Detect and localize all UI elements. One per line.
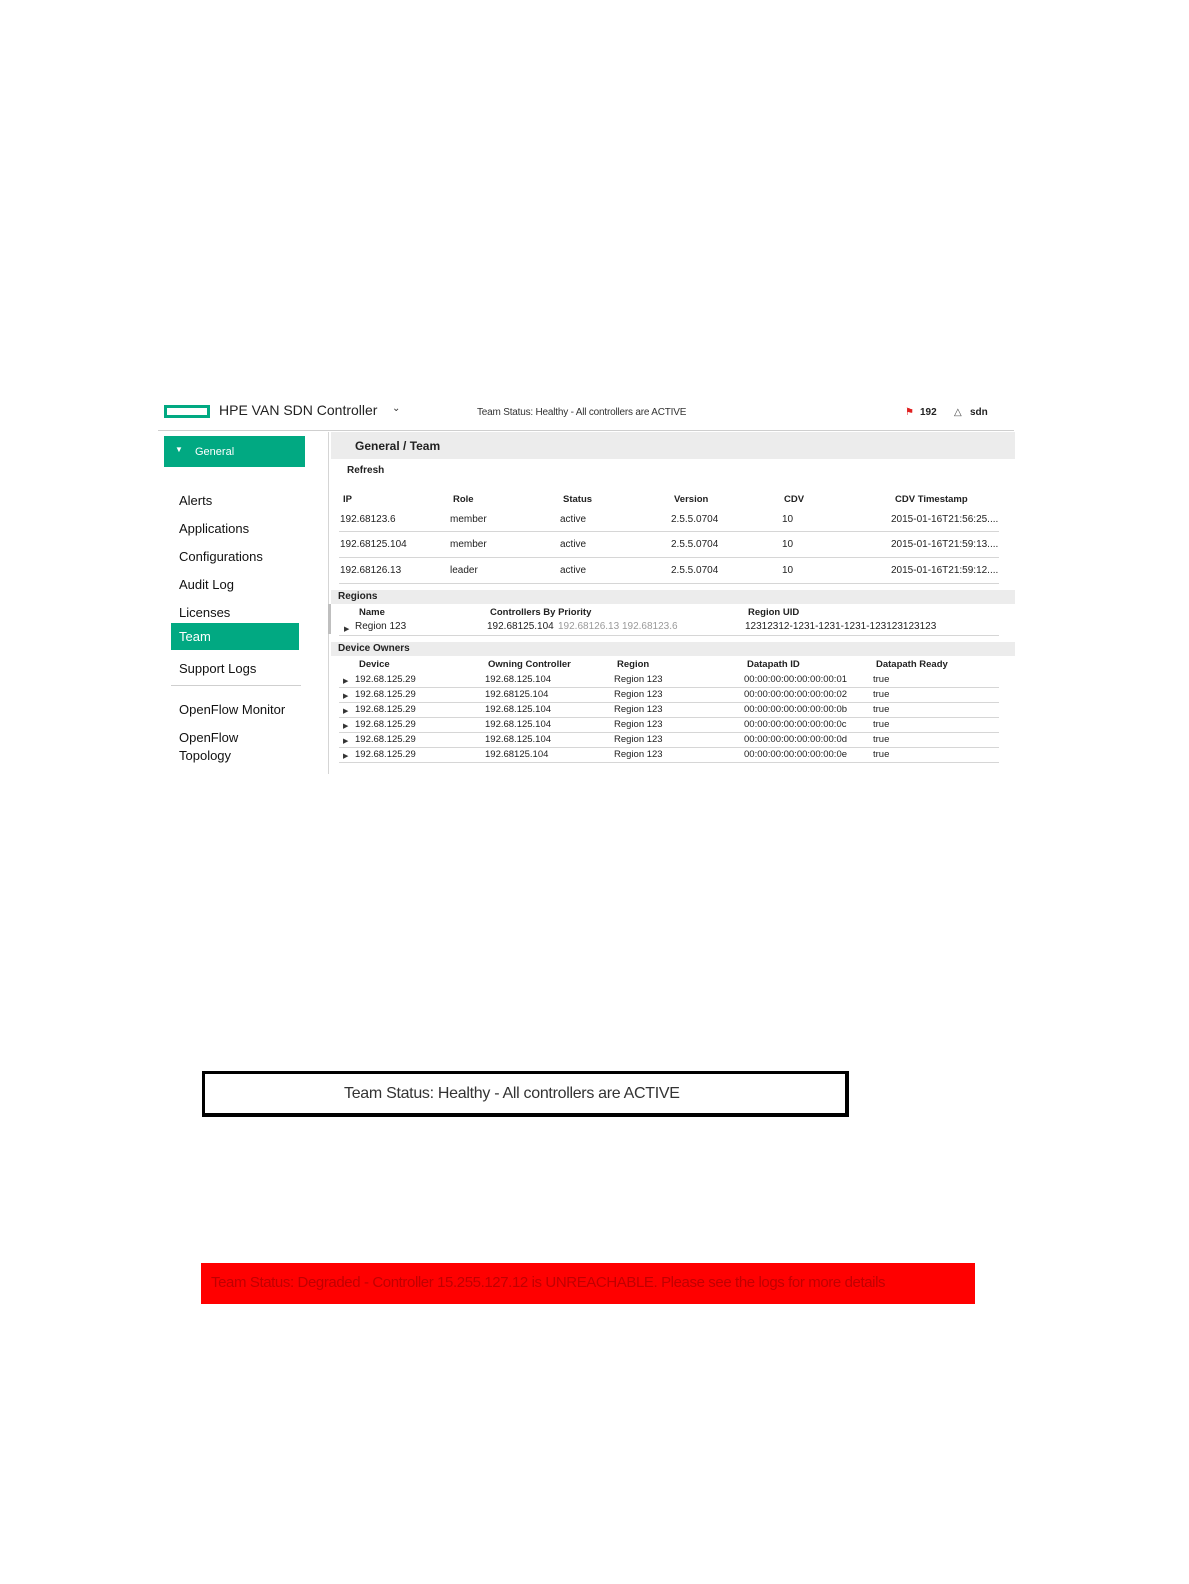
- table-cell: true: [873, 734, 890, 745]
- table-cell: 192.68.125.29: [355, 749, 416, 760]
- row-divider: [339, 531, 999, 532]
- table-cell: Region 123: [614, 704, 663, 715]
- nav-group-general[interactable]: [164, 436, 305, 467]
- column-header[interactable]: Device: [359, 659, 390, 670]
- sidebar-item-alerts[interactable]: Alerts: [179, 493, 213, 508]
- section-title: Regions: [338, 591, 378, 602]
- table-cell: 192.68.125.104: [485, 719, 552, 730]
- sidebar-divider: [171, 685, 301, 686]
- table-cell: 2015-01-16T21:59:13....: [891, 539, 999, 550]
- table-cell: 192.68.125.29: [355, 674, 416, 685]
- table-cell: 00:00:00:00:00:00:00:0b: [744, 704, 848, 715]
- team-status-healthy-banner: [202, 1071, 849, 1117]
- banner-text: Team Status: Degraded - Controller 15.255.127.12 is UNREACHABLE. Please see the logs for more details: [211, 1274, 886, 1291]
- table-cell: 10: [782, 565, 794, 576]
- section-title: Device Owners: [338, 643, 410, 654]
- table-cell: true: [873, 749, 890, 760]
- expand-row-icon[interactable]: ▶: [343, 693, 349, 700]
- expand-row-icon[interactable]: ▶: [343, 753, 349, 760]
- sidebar-item-audit-log[interactable]: Audit Log: [179, 577, 234, 592]
- region-name: Region 123: [355, 621, 407, 632]
- table-cell: 192.68126.13: [340, 565, 402, 576]
- chevron-down-icon: ▼: [175, 445, 183, 454]
- table-cell: 192.68125.104: [340, 539, 407, 550]
- column-header[interactable]: Role: [453, 494, 474, 505]
- table-cell: 2015-01-16T21:56:25....: [891, 514, 999, 525]
- sidebar-item-configurations[interactable]: Configurations: [179, 549, 263, 564]
- column-header[interactable]: Controllers By Priority: [490, 607, 592, 618]
- row-divider: [339, 732, 999, 733]
- sidebar-item-applications[interactable]: Applications: [179, 521, 250, 536]
- table-cell: Region 123: [614, 689, 663, 700]
- sidebar-item-label: Topology: [179, 748, 232, 763]
- table-cell: 00:00:00:00:00:00:00:02: [744, 689, 848, 700]
- table-cell: 00:00:00:00:00:00:00:01: [744, 674, 848, 685]
- row-divider: [339, 762, 999, 763]
- row-divider: [339, 557, 999, 558]
- column-header[interactable]: Owning Controller: [488, 659, 571, 670]
- banner-text: Team Status: Healthy - All controllers are ACTIVE: [344, 1085, 680, 1102]
- team-status-degraded-banner: [201, 1263, 975, 1304]
- row-divider: [339, 747, 999, 748]
- row-divider: [339, 702, 999, 703]
- table-cell: 2015-01-16T21:59:12....: [891, 565, 999, 576]
- column-header[interactable]: Region UID: [748, 607, 800, 618]
- region-uid: 12312312-1231-1231-1231-123123123123: [745, 621, 937, 632]
- column-header[interactable]: CDV Timestamp: [895, 494, 968, 505]
- table-cell: member: [450, 514, 487, 525]
- column-header[interactable]: CDV: [784, 494, 805, 505]
- table-cell: true: [873, 689, 890, 700]
- row-divider: [339, 717, 999, 718]
- row-divider: [339, 583, 999, 584]
- table-cell: Region 123: [614, 674, 663, 685]
- table-cell: 2.5.5.0704: [671, 514, 719, 525]
- column-header[interactable]: Name: [359, 607, 385, 618]
- sidebar-item-team[interactable]: Team: [171, 623, 299, 650]
- alert-count[interactable]: 192: [920, 407, 937, 418]
- table-cell: leader: [450, 565, 478, 576]
- sdn-controller-window: [158, 398, 1014, 774]
- table-cell: 00:00:00:00:00:00:00:0c: [744, 719, 847, 730]
- expand-row-icon[interactable]: ▶: [343, 738, 349, 745]
- expand-row-icon[interactable]: ▶: [343, 723, 349, 730]
- table-cell: 00:00:00:00:00:00:00:0d: [744, 734, 848, 745]
- table-cell: 192.68125.104: [485, 689, 549, 700]
- scrollbar[interactable]: [328, 604, 331, 634]
- table-cell: 192.68.125.29: [355, 704, 416, 715]
- region-other-controllers: 192.68126.13 192.68123.6: [558, 621, 678, 632]
- table-cell: active: [560, 514, 587, 525]
- region-primary-controller: 192.68125.104: [487, 621, 554, 632]
- table-cell: true: [873, 719, 890, 730]
- chevron-down-icon[interactable]: ⌄: [392, 403, 401, 414]
- user-icon[interactable]: △: [954, 407, 962, 418]
- column-header[interactable]: Status: [563, 494, 593, 505]
- sidebar: [158, 432, 328, 774]
- sidebar-item-openflow-monitor[interactable]: OpenFlow Monitor: [179, 702, 286, 717]
- column-header[interactable]: Datapath Ready: [876, 659, 948, 670]
- table-cell: member: [450, 539, 487, 550]
- device-owners-section-header: [331, 642, 1015, 656]
- table-cell: Region 123: [614, 734, 663, 745]
- table-cell: 10: [782, 539, 794, 550]
- table-cell: active: [560, 539, 587, 550]
- breadcrumb: General / Team: [355, 439, 441, 453]
- column-header[interactable]: IP: [343, 494, 352, 505]
- table-cell: 10: [782, 514, 794, 525]
- table-cell: true: [873, 704, 890, 715]
- nav-group-label: General: [195, 446, 235, 458]
- main-content: [328, 432, 1014, 774]
- regions-section-header: [331, 590, 1015, 604]
- expand-row-icon[interactable]: ▶: [343, 708, 349, 715]
- flag-icon[interactable]: ⚑: [905, 407, 914, 418]
- refresh-button[interactable]: Refresh: [347, 465, 385, 476]
- column-header[interactable]: Version: [674, 494, 709, 505]
- sidebar-item-support-logs[interactable]: Support Logs: [179, 661, 257, 676]
- hpe-logo: [164, 405, 210, 418]
- table-cell: 192.68.125.104: [485, 674, 552, 685]
- table-cell: 192.68.125.29: [355, 734, 416, 745]
- sidebar-item-licenses[interactable]: Licenses: [179, 605, 231, 620]
- table-cell: 192.68.125.104: [485, 704, 552, 715]
- row-divider: [339, 687, 999, 688]
- sidebar-item-openflow-topology[interactable]: [171, 724, 299, 764]
- expand-row-icon[interactable]: ▶: [343, 678, 349, 685]
- column-header[interactable]: Datapath ID: [747, 659, 800, 670]
- table-cell: Region 123: [614, 719, 663, 730]
- table-cell: 192.68.125.29: [355, 719, 416, 730]
- table-cell: 192.68.125.29: [355, 689, 416, 700]
- app-title: HPE VAN SDN Controller: [219, 402, 378, 418]
- user-name[interactable]: sdn: [970, 407, 988, 418]
- team-status-text: Team Status: Healthy - All controllers are ACTIVE: [477, 407, 687, 418]
- table-cell: 192.68123.6: [340, 514, 396, 525]
- table-cell: active: [560, 565, 587, 576]
- breadcrumb-bar: [331, 432, 1015, 459]
- table-cell: 00:00:00:00:00:00:00:0e: [744, 749, 848, 760]
- table-cell: 192.68125.104: [485, 749, 549, 760]
- top-bar: [158, 398, 1014, 431]
- sidebar-item-label: OpenFlow: [179, 730, 239, 745]
- row-divider: [339, 635, 999, 636]
- table-cell: 192.68.125.104: [485, 734, 552, 745]
- table-cell: Region 123: [614, 749, 663, 760]
- table-cell: true: [873, 674, 890, 685]
- table-cell: 2.5.5.0704: [671, 539, 719, 550]
- column-header[interactable]: Region: [617, 659, 650, 670]
- table-cell: 2.5.5.0704: [671, 565, 719, 576]
- expand-row-icon[interactable]: ▶: [344, 626, 350, 633]
